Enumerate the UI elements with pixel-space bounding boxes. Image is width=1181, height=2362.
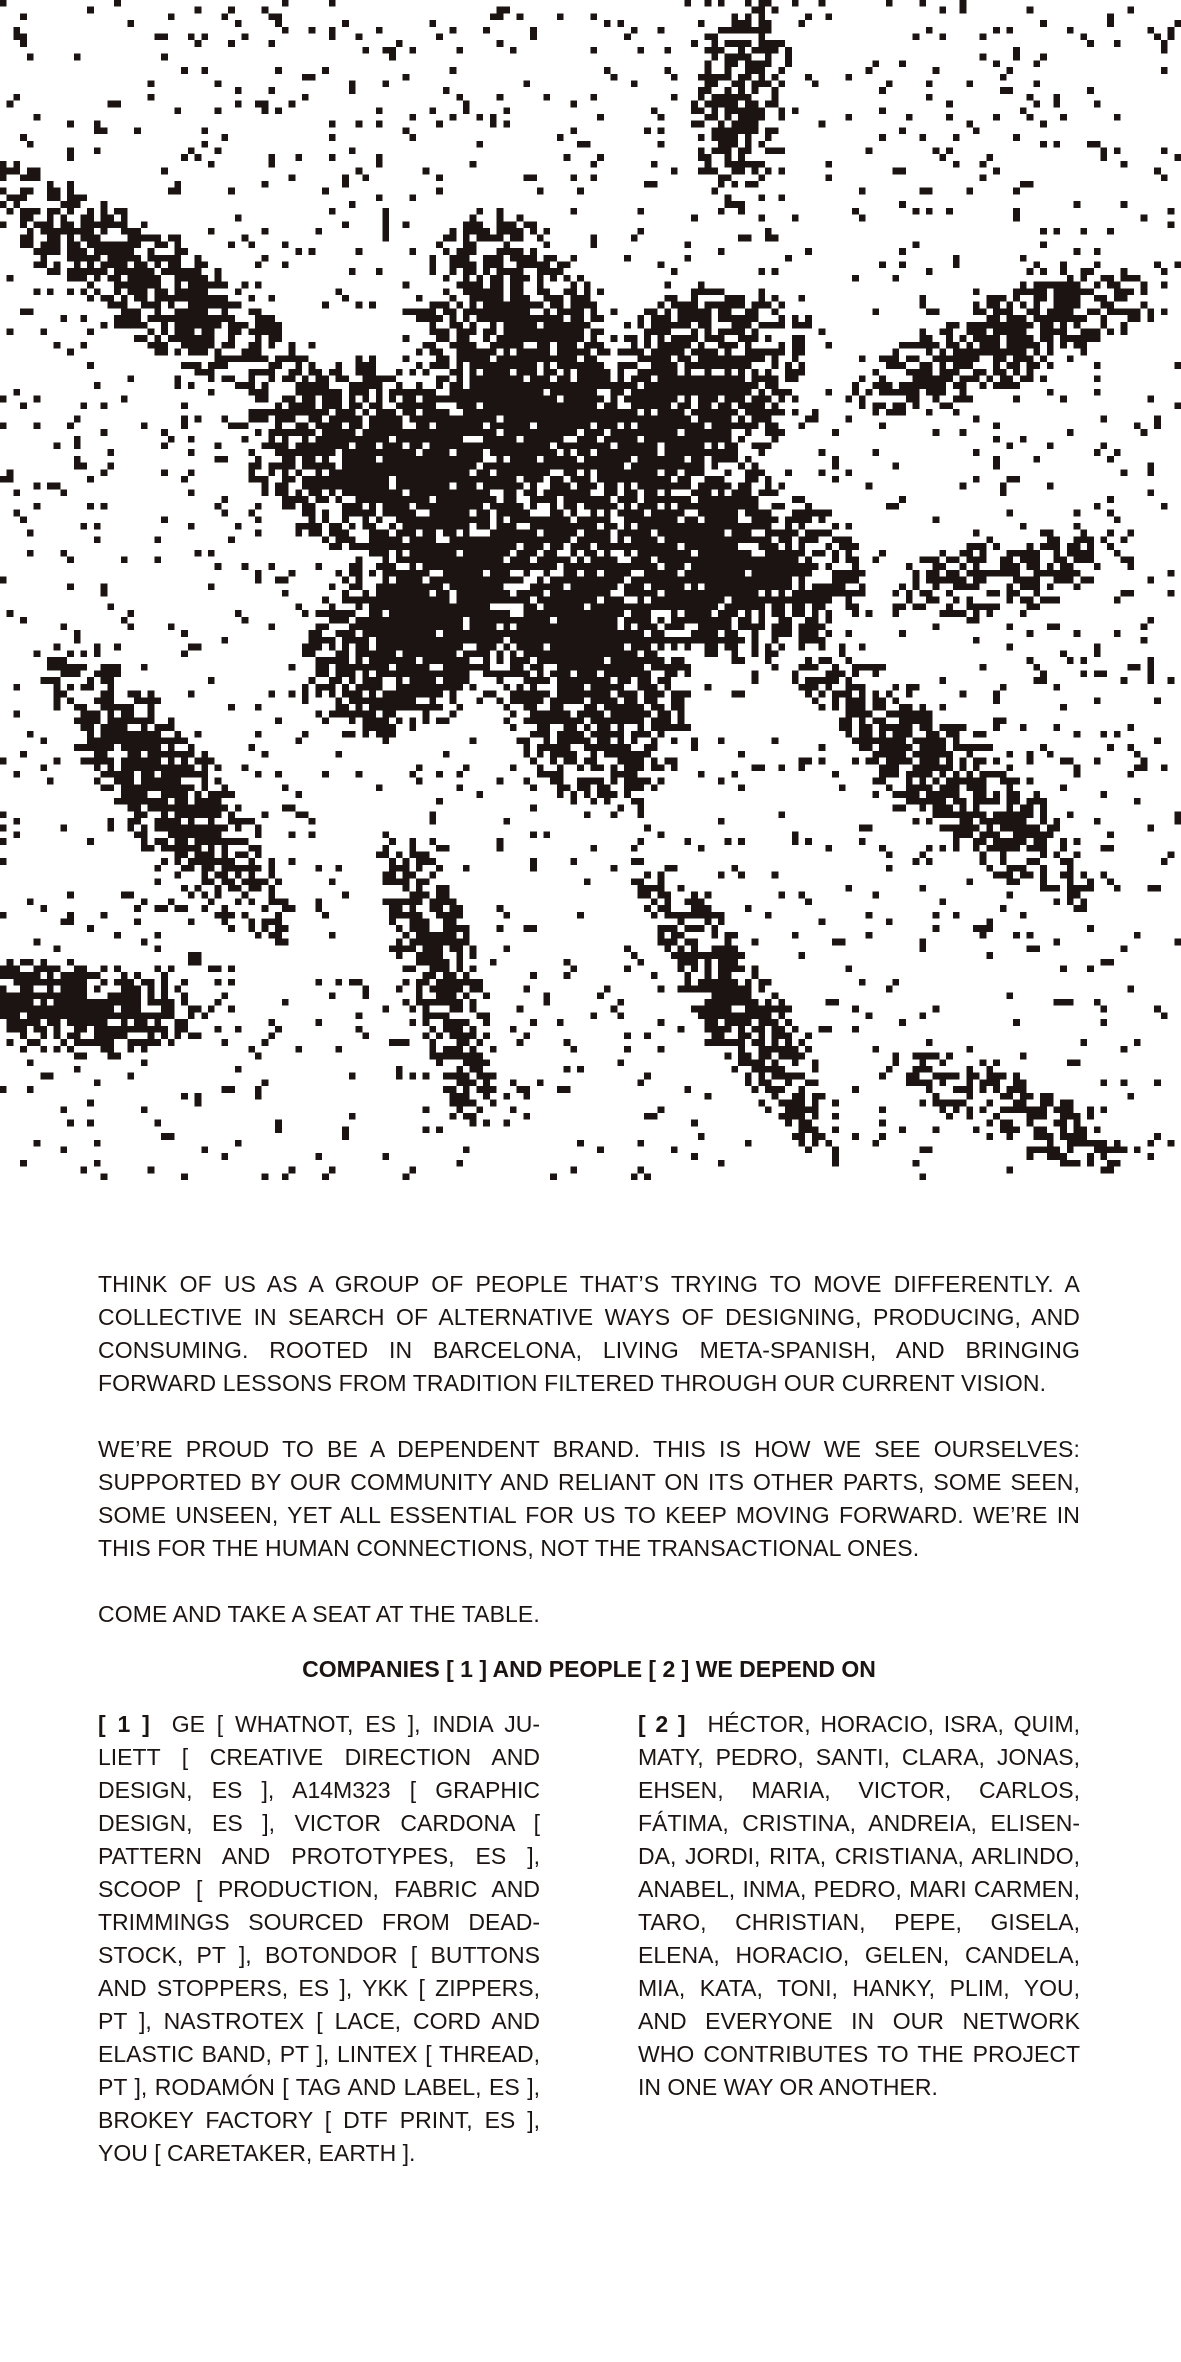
people-column <box>638 1708 1080 2170</box>
dependent-brand-paragraph: WE’RE PROUD TO BE A DEPENDENT BRAND. THIS IS HOW WE SEE OURSELVES: SUPPORTED BY OUR COMMUNITY AND RELIANT ON ITS OTHER PARTS, SOME SEEN, SOME UNSEEN, YET ALL ESSENTIAL FOR US TO KEEP MOVING FORWARD. WE’RE IN THIS FOR THE HUMAN CONNECTIONS, NOT THE TRANSACTIONAL ONES. <box>98 1436 1080 1561</box>
hero-flower-illustration <box>0 0 1181 1180</box>
companies-tag: [ 1 ] <box>98 1711 150 1737</box>
people-tag: [ 2 ] <box>638 1711 686 1737</box>
about-section <box>98 1268 1080 2170</box>
flower-image <box>0 0 1181 1180</box>
people-list: HÉCTOR, HORACIO, ISRA, QUIM, MATY, PEDRO, SANTI, CLARA, JONAS, EHSEN, MARIA, VICTOR, CARLOS, FÁTIMA, CRISTINA, ANDREIA, ELISENDA, JORDI, RITA, CRISTIANA, ARLINDO, ANABEL, INMA, PEDRO, MARI CARMEN, TARO, CHRISTIAN, PEPE, GISELA, ELENA, HORACIO, GELEN, CANDELA, MIA, KATA, TONI, HANKY, PLIM, YOU, AND EVERYONE IN OUR NETWORK WHO CONTRIBUTES TO THE PROJECT IN ONE WAY OR ANOTHER. <box>638 1711 1081 2100</box>
dependencies-columns <box>98 1708 1080 2170</box>
companies-list: GE [ WHATNOT, ES ], INDIA JULIETT [ CREATIVE DIRECTION AND DESIGN, ES ], A14M323 [ GRAPHIC DESIGN, ES ], VICTOR CARDONA [ PATTERN AND PROTOTYPES, ES ], SCOOP [ PRODUCTION, FABRIC AND TRIMMINGS SOURCED FROM DEADSTOCK, PT ], BOTONDOR [ BUTTONS AND STOPPERS, ES ], YKK [ ZIPPERS, PT ], NASTROTEX [ LACE, CORD AND ELASTIC BAND, PT ], LINTEX [ THREAD, PT ], RODAMÓN [ TAG AND LABEL, ES ], BROKEY FACTORY [ DTF PRINT, ES ], YOU [ CARETAKER, EARTH ]. <box>98 1711 540 2166</box>
invitation-paragraph: COME AND TAKE A SEAT AT THE TABLE. <box>98 1601 540 1627</box>
companies-column <box>98 1708 540 2170</box>
dependencies-heading: COMPANIES [ 1 ] AND PEOPLE [ 2 ] WE DEPEND ON <box>302 1656 876 1682</box>
intro-paragraph: THINK OF US AS A GROUP OF PEOPLE THAT’S TRYING TO MOVE DIFFERENTLY. A COLLECTIVE IN SEARCH OF ALTERNATIVE WAYS OF DESIGNING, PRODUCING, AND CONSUMING. ROOTED IN BARCELONA, LIVING META-SPANISH, AND BRINGING FORWARD LESSONS FROM TRADITION FILTERED THROUGH OUR CURRENT VISION. <box>98 1271 1080 1396</box>
